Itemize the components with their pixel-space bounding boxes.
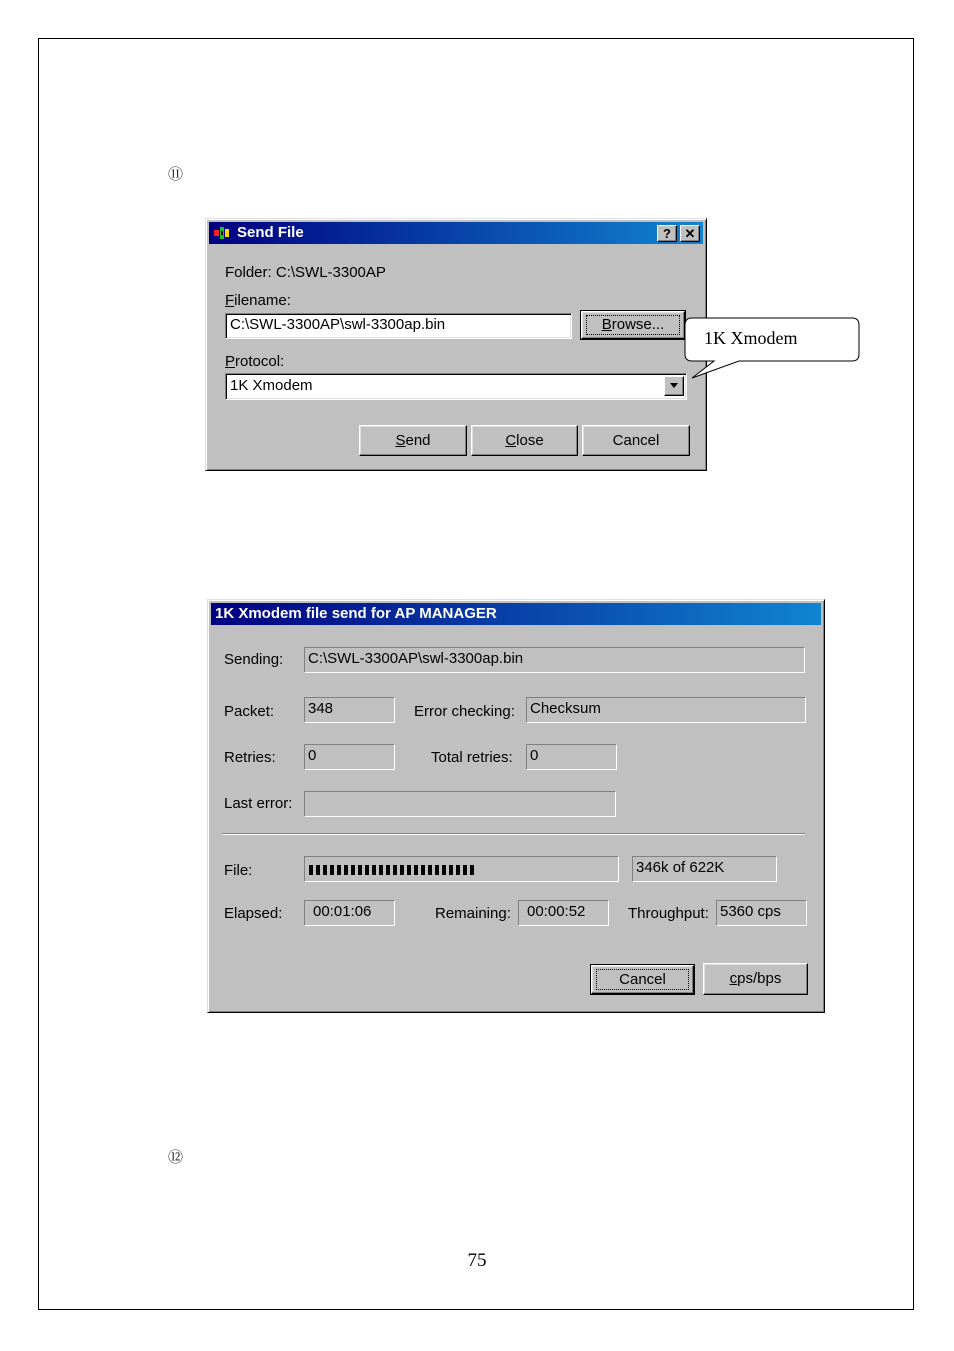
file-progress-bar <box>304 856 619 882</box>
error-checking-label: Error checking: <box>414 703 515 720</box>
step-marker-11: ⑪ <box>168 165 184 183</box>
progress-block <box>379 865 383 875</box>
error-checking-value: Checksum <box>526 697 806 723</box>
transfer-titlebar[interactable] <box>211 603 821 625</box>
sending-value: C:\SWL-3300AP\swl-3300ap.bin <box>304 647 805 673</box>
sending-label: Sending: <box>224 651 284 668</box>
protocol-select[interactable] <box>225 373 687 400</box>
elapsed-label: Elapsed: <box>224 905 283 922</box>
folder-value: C:\SWL-3300AP <box>275 264 386 281</box>
progress-block <box>316 865 320 875</box>
progress-block <box>323 865 327 875</box>
send-file-title: Send File <box>237 224 304 241</box>
last-error-label: Last error: <box>224 795 293 812</box>
progress-block <box>456 865 460 875</box>
elapsed-value: 00:01:06 <box>304 900 395 926</box>
packet-label: Packet: <box>224 703 275 720</box>
progress-block <box>442 865 446 875</box>
file-progress-fill <box>309 865 614 875</box>
progress-block <box>309 865 313 875</box>
cancel-button[interactable]: Cancel <box>582 425 690 456</box>
progress-block <box>393 865 397 875</box>
progress-block <box>400 865 404 875</box>
retries-label: Retries: <box>224 749 276 766</box>
throughput-label: Throughput: <box>628 905 709 922</box>
page-number: 75 <box>467 1250 487 1271</box>
transfer-dialog <box>207 599 825 1013</box>
callout-bubble <box>684 316 862 382</box>
last-error-value <box>304 791 616 817</box>
help-icon: ? <box>663 226 671 241</box>
cps-bps-button[interactable]: cps/bps <box>703 963 808 995</box>
protocol-label: Protocol: <box>225 353 285 370</box>
total-retries-label: Total retries: <box>431 749 513 766</box>
progress-block <box>407 865 411 875</box>
transfer-title: 1K Xmodem file send for AP MANAGER <box>215 605 497 622</box>
folder-label: Folder: C:\SWL-3300AP <box>225 264 386 281</box>
protocol-selected-value: 1K Xmodem <box>230 377 313 394</box>
progress-block <box>351 865 355 875</box>
send-file-titlebar[interactable] <box>209 222 703 244</box>
dropdown-arrow-button[interactable] <box>664 376 684 396</box>
cancel-transfer-button[interactable]: Cancel <box>591 965 694 994</box>
remaining-label: Remaining: <box>435 905 511 922</box>
app-icon <box>213 225 233 241</box>
send-button[interactable]: Send <box>359 425 467 456</box>
progress-block <box>421 865 425 875</box>
progress-block <box>358 865 362 875</box>
progress-block <box>372 865 376 875</box>
progress-block <box>449 865 453 875</box>
focus-rect <box>596 969 689 990</box>
filename-input[interactable]: C:\SWL-3300AP\swl-3300ap.bin <box>225 313 572 339</box>
retries-value: 0 <box>304 744 395 770</box>
progress-block <box>365 865 369 875</box>
throughput-value: 5360 cps <box>716 900 807 926</box>
close-button[interactable]: Close <box>471 425 578 456</box>
close-window-button[interactable] <box>680 225 700 242</box>
progress-block <box>435 865 439 875</box>
progress-block <box>386 865 390 875</box>
packet-value: 348 <box>304 697 395 723</box>
progress-block <box>470 865 474 875</box>
callout-text: 1K Xmodem <box>704 328 798 348</box>
progress-block <box>337 865 341 875</box>
file-label: File: <box>224 862 253 879</box>
file-size-value: 346k of 622K <box>632 856 777 882</box>
step-marker-12: ⑫ <box>168 1148 184 1166</box>
help-button[interactable] <box>657 225 677 242</box>
progress-block <box>463 865 467 875</box>
browse-button[interactable]: Browse... <box>581 311 685 339</box>
separator <box>222 833 805 835</box>
chevron-down-icon <box>669 383 679 389</box>
close-icon: ✕ <box>684 226 696 241</box>
filename-label: Filename: <box>225 292 291 309</box>
progress-block <box>330 865 334 875</box>
progress-block <box>428 865 432 875</box>
focus-rect <box>586 315 680 335</box>
progress-block <box>414 865 418 875</box>
total-retries-value: 0 <box>526 744 617 770</box>
remaining-value: 00:00:52 <box>518 900 609 926</box>
progress-block <box>344 865 348 875</box>
send-file-dialog <box>205 218 707 471</box>
